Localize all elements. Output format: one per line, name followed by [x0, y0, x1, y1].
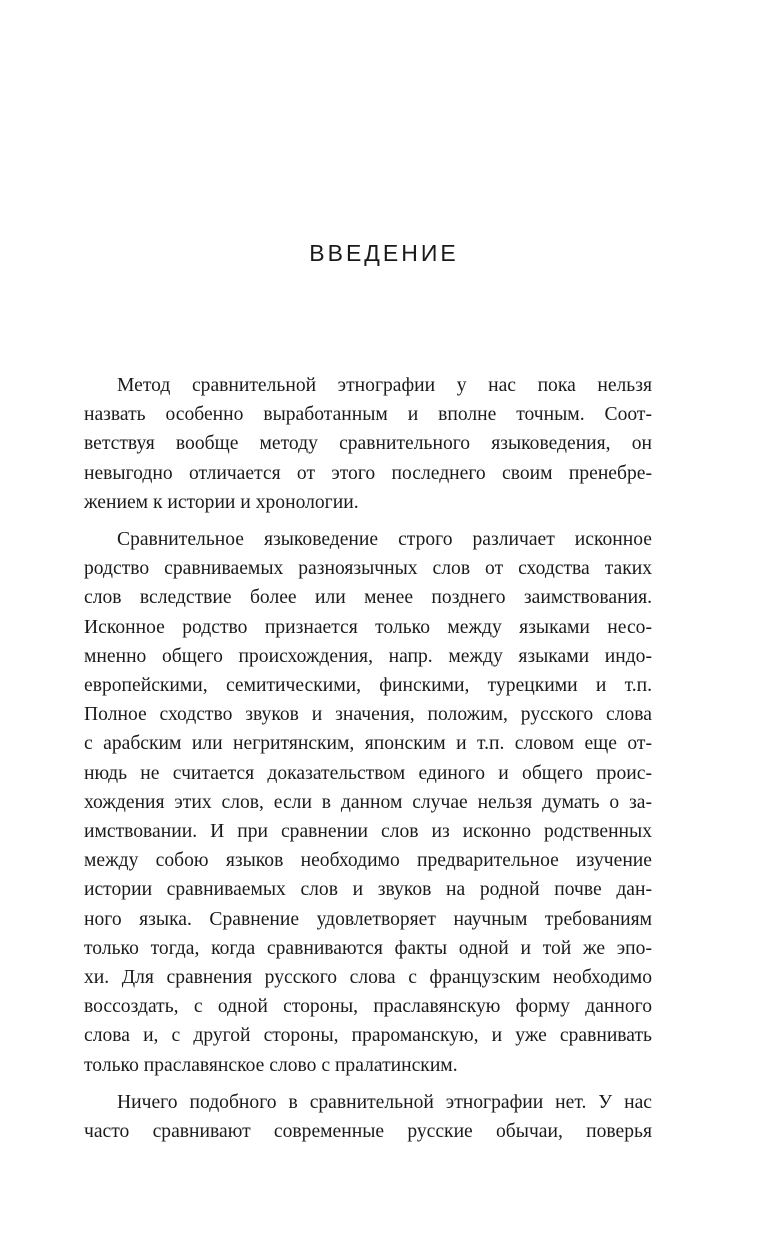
chapter-title: ВВЕДЕНИЕ	[309, 240, 459, 266]
text-line: невыгодно отличается от этого последнего своим пренебре-	[84, 462, 652, 484]
text-line: Полное сходство звуков и значения, положим, русского слова	[84, 704, 652, 726]
text-line: Исконное родство признается только между языками несо-	[84, 616, 652, 638]
paragraph-1	[84, 371, 652, 517]
paragraph-2	[84, 525, 652, 1080]
text-line: нюдь не считается доказательством единого и общего проис-	[84, 762, 652, 784]
paragraph-gap	[84, 517, 652, 525]
text-line: родство сравниваемых разноязычных слов от сходства таких	[84, 558, 652, 580]
text-line: назвать особенно выработанным и вполне точным. Соот-	[84, 404, 652, 426]
text-line: ного языка. Сравнение удовлетворяет научным требованиям	[84, 908, 652, 930]
text-line: европейскими, семитическими, финскими, турецкими и т.п.	[84, 675, 652, 697]
paragraph-3	[84, 1088, 652, 1146]
text-line: Сравнительное языковедение строго различает исконное	[117, 529, 652, 551]
text-line: истории сравниваемых слов и звуков на родной почве дан-	[84, 879, 652, 901]
text-line: между собою языков необходимо предварительное изучение	[84, 850, 652, 872]
text-line: слова и, с другой стороны, прароманскую, и уже сравнивать	[84, 1025, 652, 1047]
text-line: воссоздать, с одной стороны, праславянскую форму данного	[84, 996, 652, 1018]
text-line: часто сравнивают современные русские обычаи, поверья	[84, 1121, 652, 1143]
body-text	[84, 371, 652, 1146]
text-line: жением к истории и хронологии.	[84, 491, 359, 513]
text-line: хождения этих слов, если в данном случае нельзя думать о за-	[84, 791, 652, 813]
text-line: мненно общего происхождения, напр. между языками индо-	[84, 645, 652, 667]
text-line: ветствуя вообще методу сравнительного языковедения, он	[84, 433, 652, 455]
text-line: хи. Для сравнения русского слова с французским необходимо	[84, 967, 652, 989]
text-line: только тогда, когда сравниваются факты одной и той же эпо-	[84, 937, 652, 959]
text-line: Метод сравнительной этнографии у нас пока нельзя	[117, 375, 652, 396]
text-line: слов вследствие более или менее позднего заимствования.	[84, 587, 652, 609]
text-line: только праславянское слово с пралатинским.	[84, 1054, 458, 1076]
text-line: имствовании. И при сравнении слов из исконно родственных	[84, 821, 652, 843]
text-line: с арабским или негритянским, японским и т.п. словом еще от-	[84, 733, 652, 755]
text-line: Ничего подобного в сравнительной этнографии нет. У нас	[117, 1091, 652, 1113]
paragraph-gap	[84, 1080, 652, 1088]
